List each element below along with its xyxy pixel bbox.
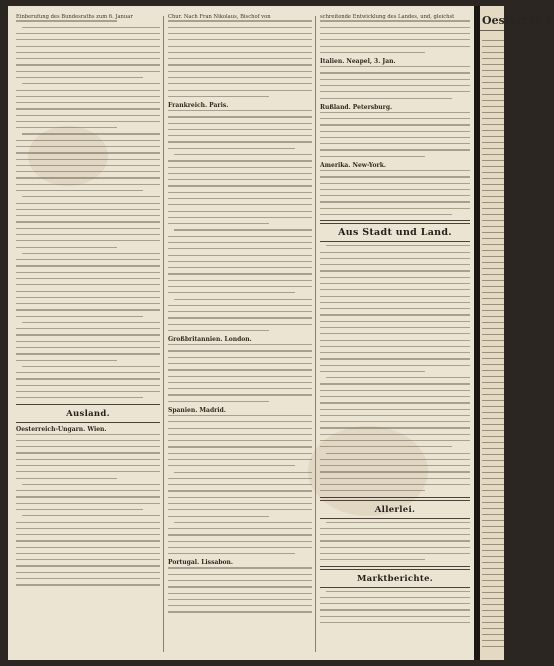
section-heading-aus-stadt-und-land: Aus Stadt und Land. <box>338 227 452 239</box>
subheading-frankreich: Frankreich. Paris. <box>168 102 229 110</box>
section-heading-marktberichte: Marktberichte. <box>356 573 434 584</box>
column-3-text-block-1 <box>320 20 470 53</box>
subheading-amerika: Amerika. New-York. <box>320 162 386 170</box>
column-2-opening-line: Chur. Nach Fran Nikolaus, Bischof von <box>168 14 271 20</box>
subheading-oesterreich: Oesterreich-Ungarn. Wien. <box>16 425 107 433</box>
column-2-text-block-2 <box>168 110 312 331</box>
column-3-text-block-7 <box>320 591 470 624</box>
column-1 <box>16 14 160 654</box>
column-2 <box>168 14 312 654</box>
column-2-text-block-5 <box>168 567 312 612</box>
section-divider <box>320 241 470 242</box>
adjacent-page-rule <box>480 30 504 31</box>
section-divider <box>320 587 470 588</box>
subheading-spanien: Spanien. Madrid. <box>168 407 226 414</box>
section-divider <box>320 497 470 501</box>
column-1-text-block-2 <box>16 434 160 586</box>
adjacent-page-heading: Oesterreich <box>482 14 554 27</box>
section-divider <box>16 404 160 405</box>
column-3-text-block-2 <box>320 66 470 99</box>
section-divider <box>320 518 470 519</box>
section-heading-allerlei: Allerlei. <box>374 504 416 515</box>
subheading-portugal: Portugal. Lissabon. <box>168 559 233 567</box>
newspaper-page <box>8 6 474 660</box>
column-3-text-block-5 <box>320 245 470 491</box>
column-3-opening-line: schreitende Entwicklung des Landes, und, gleichst <box>320 14 455 20</box>
section-heading-ausland: Ausland. <box>66 408 110 419</box>
section-divider <box>320 220 470 224</box>
column-2-text-block-3 <box>168 344 312 402</box>
subheading-grossbritannien: Großbritannien. London. <box>168 336 252 344</box>
column-3-text-block-4 <box>320 170 470 215</box>
column-2-text-block-4 <box>168 415 312 554</box>
column-3 <box>320 14 470 654</box>
section-divider <box>320 566 470 570</box>
column-1-text-block-1 <box>16 20 160 398</box>
column-3-text-block-3 <box>320 112 470 157</box>
column-1-opening-line: Einberufung des Bundesraths zum 6. Januar <box>16 14 133 20</box>
column-rule <box>163 16 164 652</box>
subheading-russland: Rußland. Petersburg. <box>320 103 393 111</box>
adjacent-page-edge <box>480 6 554 660</box>
column-rule <box>315 16 316 652</box>
section-divider <box>16 422 160 423</box>
subheading-italien: Italien. Neapel, 3. Jan. <box>320 58 396 66</box>
column-3-text-block-6 <box>320 522 470 561</box>
column-2-text-block-1 <box>168 20 312 97</box>
